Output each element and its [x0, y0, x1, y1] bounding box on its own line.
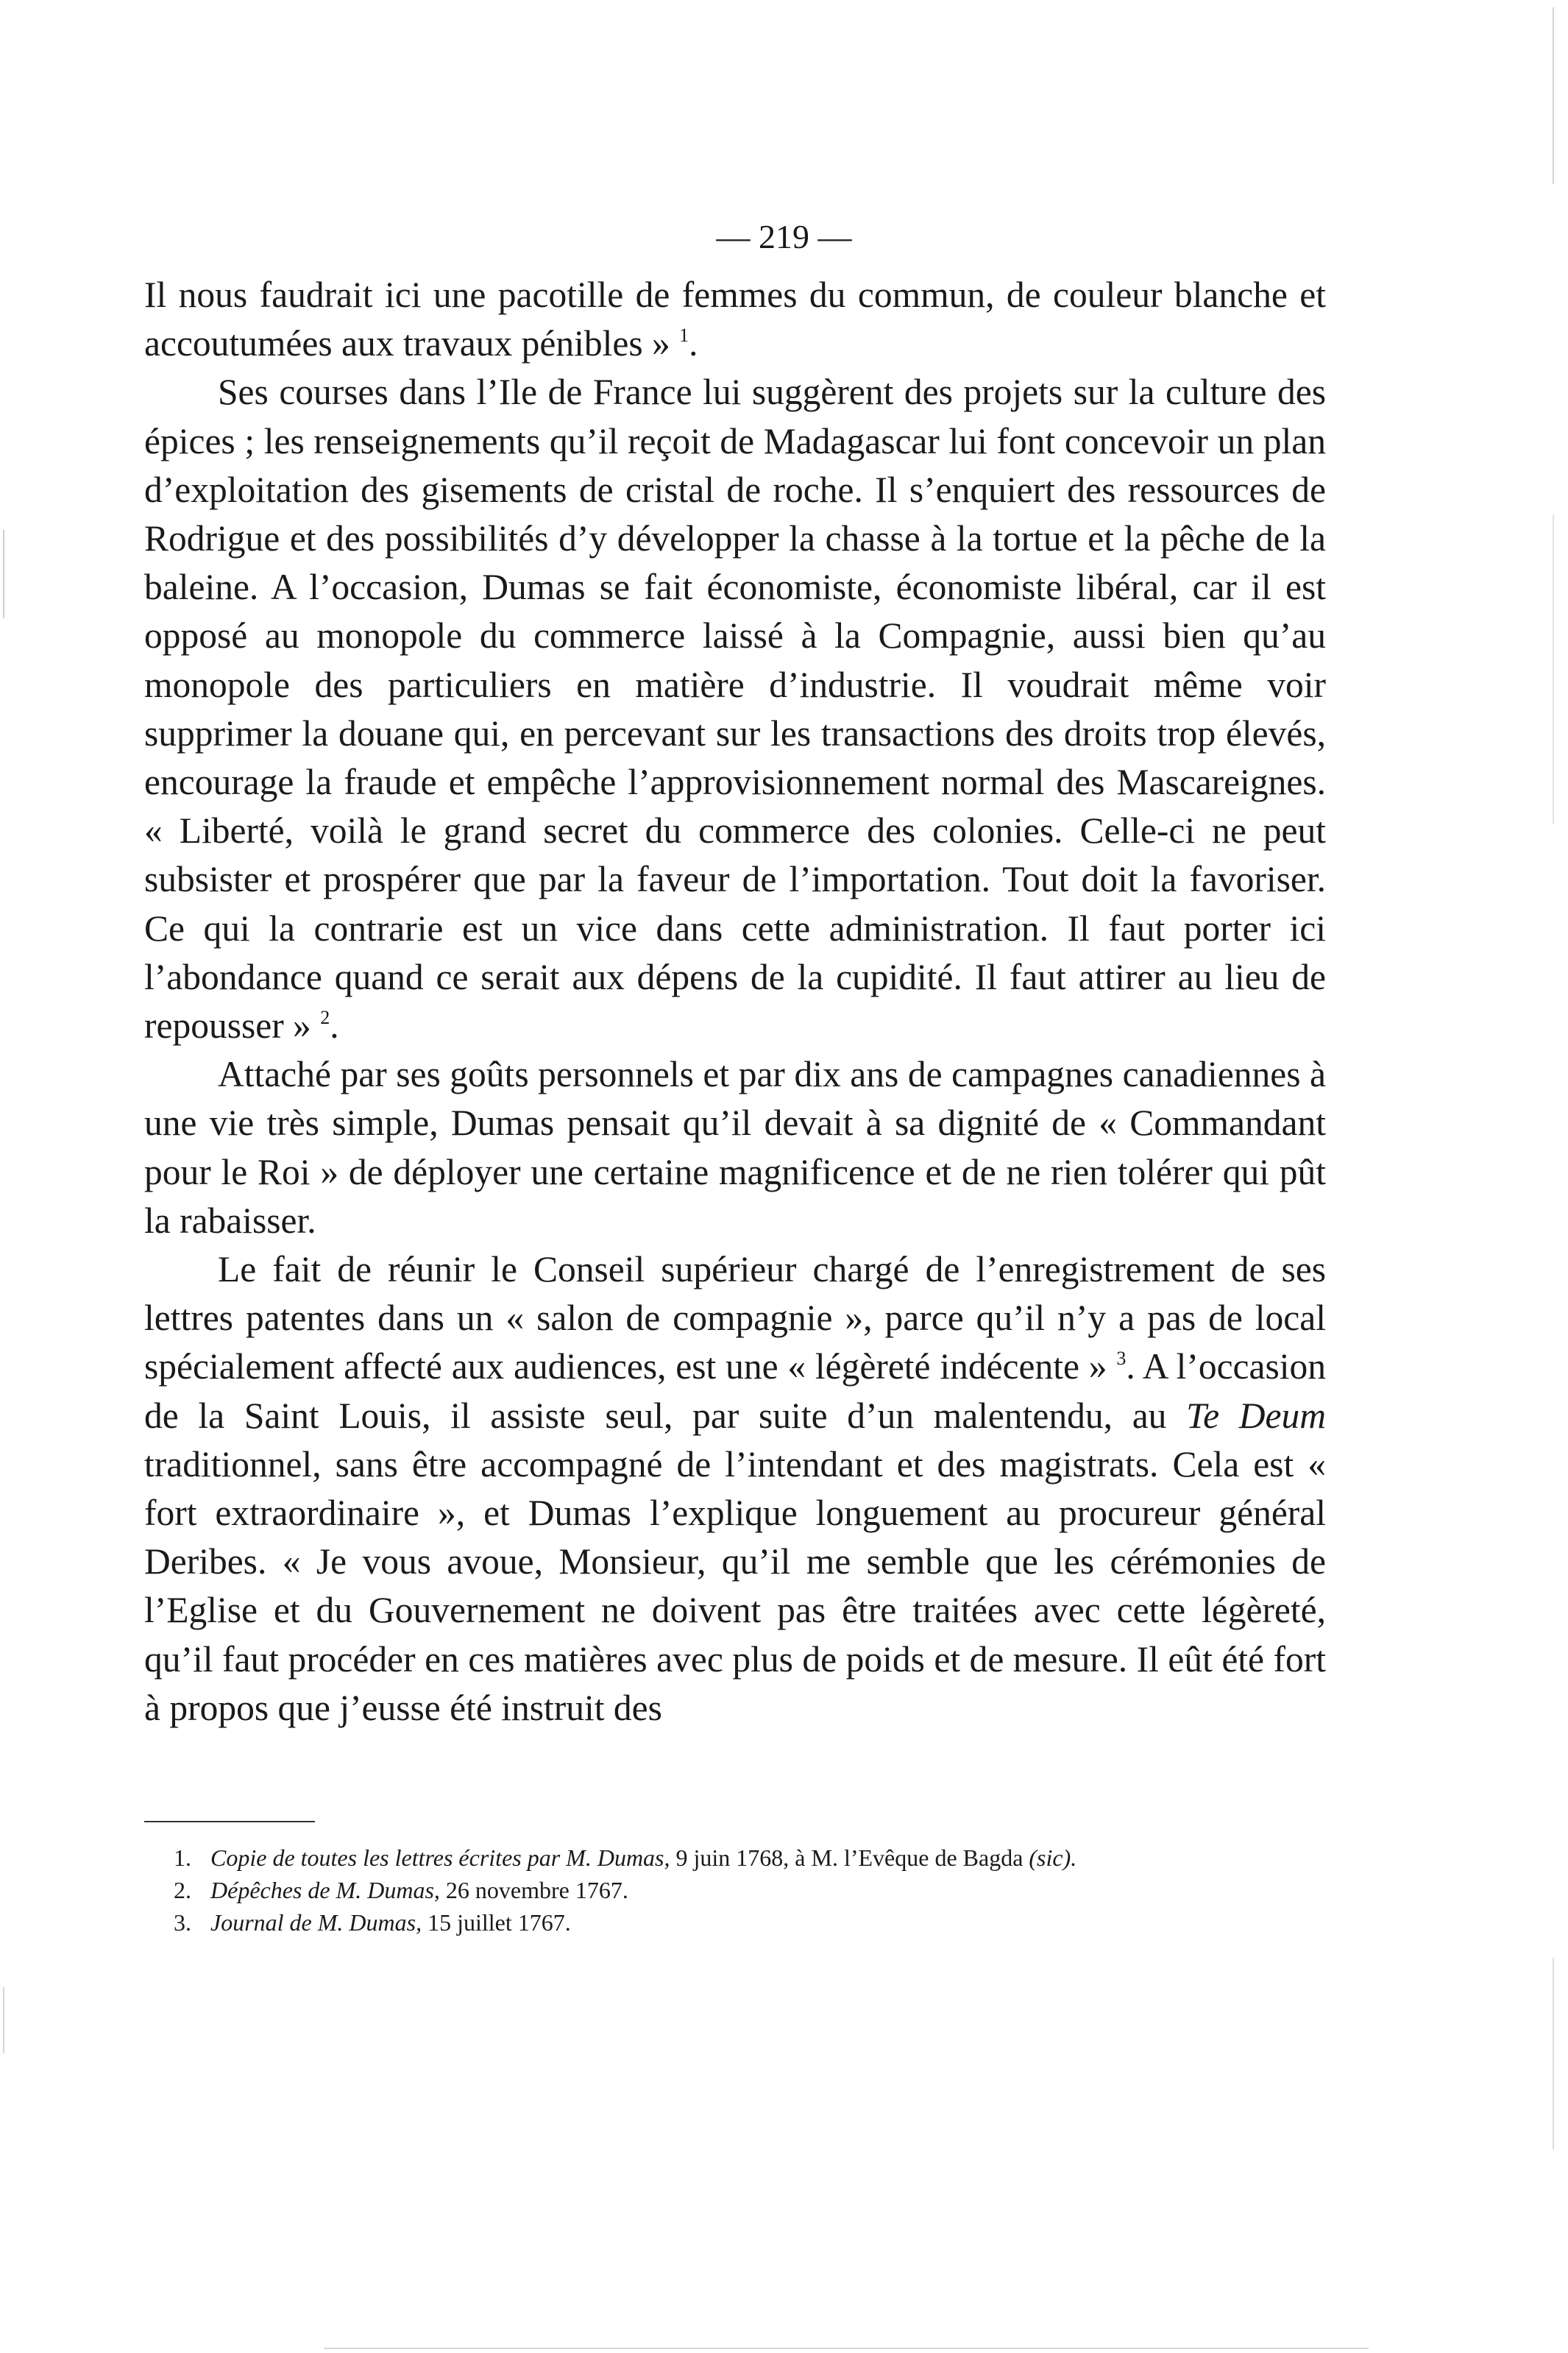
footnote-number: 3.	[174, 1909, 191, 1936]
footnote-number: 2.	[174, 1877, 191, 1903]
body-text	[144, 271, 1326, 1733]
footnote-text: 26 novembre 1767.	[439, 1877, 628, 1903]
paragraph-text: Le fait de réunir le Conseil supérieur chargé de l’enregistrement de ses lettres patentes dans un « salon de compagnie », parce qu’il n’y a pas de local spécialement affecté aux audiences, est une « légèreté indécente »	[144, 1249, 1326, 1387]
paragraph-text: . A l’occasion de la Saint Louis, il assiste seul, par suite d’un malentendu, au	[144, 1346, 1327, 1436]
scan-bottom-edge	[324, 2348, 1369, 2349]
paragraph-text: .	[689, 323, 698, 364]
paragraph	[144, 368, 1326, 1050]
scan-edge-mark	[3, 1987, 4, 2053]
scan-edge-mark	[3, 530, 4, 618]
footnote-number: 1.	[174, 1844, 191, 1871]
footnote-text: 9 juin 1768, à M. l’Evêque de Bagda	[670, 1844, 1029, 1871]
footnote-reference: 2	[320, 1007, 330, 1029]
paragraph-text: .	[330, 1005, 339, 1047]
footnote	[174, 1906, 1322, 1939]
paragraph	[144, 1050, 1326, 1245]
footnote-separator	[144, 1821, 315, 1822]
footnote-text: 15 juillet 1767.	[422, 1909, 571, 1936]
footnote	[174, 1841, 1322, 1874]
footnote-reference: 3	[1116, 1348, 1127, 1370]
scan-edge-mark	[1553, 7, 1554, 184]
page-number: — 219 —	[716, 218, 852, 255]
paragraph	[144, 1245, 1326, 1733]
footnote-italic-text: (sic).	[1029, 1844, 1077, 1871]
footnote-italic-text: Journal de M. Dumas,	[210, 1909, 422, 1936]
paragraph-text: Il nous faudrait ici une pacotille de femmes du commun, de couleur blanche et accoutumées aux travaux pénibles »	[144, 275, 1326, 364]
footnote-italic-text: Copie de toutes les lettres écrites par M. Dumas,	[210, 1844, 670, 1871]
footnote-italic-text: Dépêches de M. Dumas,	[210, 1877, 440, 1903]
footnote	[174, 1874, 1322, 1906]
italic-text: Te Deum	[1186, 1395, 1327, 1436]
footnote-reference: 1	[679, 325, 689, 347]
footnotes	[174, 1841, 1322, 1939]
paragraph-text: Ses courses dans l’Ile de France lui suggèrent des projets sur la culture des épices ; les renseignements qu’il reçoit de Madagascar lui font concevoir un plan d’exploitation des gisements de cristal de roche. Il s’enquiert des ressources de Rodrigue et des possibilités d’y développer la chasse à la tortue et la pêche de la baleine. A l’occasion, Dumas se fait économiste, économiste libéral, car il est opposé au monopole du commerce laissé à la Compagnie, aussi bien qu’au monopole des particuliers en matière d’industrie. Il voudrait même voir supprimer la douane qui, en percevant sur les transactions des droits trop élevés, encourage la fraude et empêche l’approvisionnement normal des Mascareignes. « Liberté, voilà le grand secret du commerce des colonies. Celle-ci ne peut subsister et prospérer que par la faveur de l’importation. Tout doit la favoriser. Ce qui la contrarie est un vice dans cette administration. Il faut porter ici l’abondance quand ce serait aux dépens de la cupidité. Il faut attirer au lieu de repousser »	[144, 372, 1326, 1047]
paragraph-text: Attaché par ses goûts personnels et par dix ans de campagnes canadiennes à une vie très simple, Dumas pensait qu’il devait à sa dignité de « Commandant pour le Roi » de déployer une certaine magnificence et de ne rien tolérer qui pût la rabaisser.	[144, 1054, 1326, 1241]
scan-edge-mark	[1553, 1958, 1554, 2149]
scan-edge-mark	[1553, 515, 1554, 824]
paragraph	[144, 271, 1326, 368]
paragraph-text: traditionnel, sans être accompagné de l’intendant et des magistrats. Cela est « fort extraordinaire », et Dumas l’explique longuement au procureur général Deribes. « Je vous avoue, Monsieur, qu’il me semble que les cérémonies de l’Eglise et du Gouvernement ne doivent pas être traitées avec cette légèreté, qu’il faut procéder en ces matières avec plus de poids et de mesure. Il eût été fort à propos que j’eusse été instruit des	[144, 1443, 1326, 1728]
